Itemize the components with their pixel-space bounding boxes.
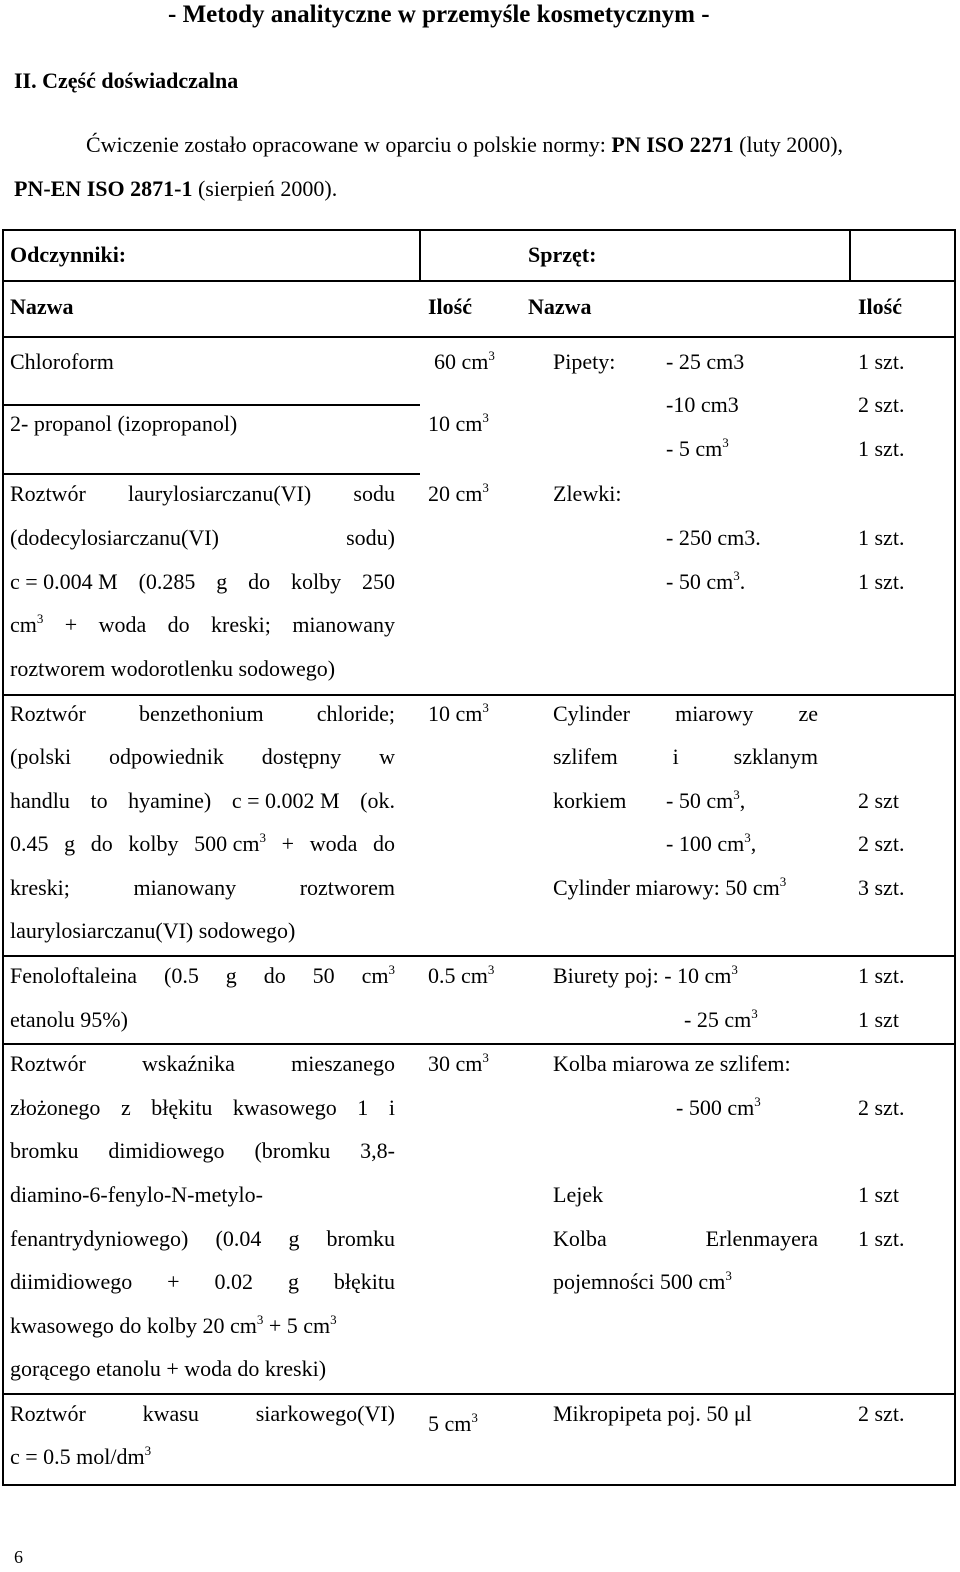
equipment-quantity: 1 szt.	[858, 569, 905, 594]
equipment-funnel: Lejek	[553, 1182, 604, 1207]
reagent-quantity: 5 $cm^3$	[428, 1410, 478, 1436]
equipment-quantity: 1 szt.	[858, 525, 905, 550]
col-header-name-equipment: Nazwa	[528, 294, 592, 319]
equipment-sub: - 25 cm3	[666, 349, 745, 374]
intro-paragraph: Ćwiczenie zostało opracowane w oparciu o polskie normy: PN ISO 2271 (luty 2000),	[86, 132, 844, 157]
reagent-quantity: 0.5 $cm^3$	[428, 962, 495, 988]
page-header-title: - Metody analityczne w przemyśle kosmetycznym -	[168, 1, 710, 28]
equipment-quantity: 1 szt	[858, 1182, 899, 1207]
reagent-quantity: 30 $cm^3$	[428, 1050, 489, 1076]
equipment-header: Sprzęt:	[528, 242, 597, 267]
col-header-quantity-equipment: Ilość	[858, 294, 902, 319]
equipment-cylinder-50: Cylinder miarowy: 50 $cm^3$	[553, 874, 787, 900]
reagent-quantity: 60 $cm^3$	[434, 348, 495, 374]
reagent-benzethonium-chloride: Roztwór benzethonium chloride;	[10, 701, 395, 726]
equipment-sub: - 5 $cm^3$	[666, 435, 729, 461]
equipment-sub: - 500 $cm^3$	[676, 1094, 761, 1120]
equipment-quantity: 1 szt	[858, 1007, 899, 1032]
reagent-mixed-indicator: Roztwór wskaźnika mieszanego	[10, 1051, 395, 1076]
equipment-quantity: 2 szt.	[858, 831, 905, 856]
equipment-sub: - 250 cm3.	[666, 525, 761, 550]
equipment-quantity: 2 szt.	[858, 1095, 905, 1120]
equipment-quantity: 1 szt.	[858, 349, 905, 374]
equipment-burettes: Biurety poj: - 10 $cm^3$	[553, 962, 738, 988]
equipment-quantity: 1 szt.	[858, 963, 905, 988]
equipment-erlenmeyer-flask: Kolba Erlenmayera	[553, 1226, 818, 1251]
col-header-name: Nazwa	[10, 294, 74, 319]
reagent-chloroform: Chloroform	[10, 349, 114, 374]
equipment-sub: -10 cm3	[666, 392, 739, 417]
norm-2: PN-EN ISO 2871-1	[14, 176, 193, 201]
equipment-quantity: 2 szt.	[858, 392, 905, 417]
equipment-graduated-cylinder: Cylinder miarowy ze	[553, 701, 818, 726]
reagent-quantity: 10 $cm^3$	[428, 410, 489, 436]
equipment-beakers: Zlewki:	[553, 481, 622, 506]
equipment-sub: - 100 $cm^3$,	[666, 830, 757, 856]
equipment-quantity: 3 szt.	[858, 875, 905, 900]
reagents-header: Odczynniki:	[10, 242, 127, 267]
equipment-quantity: 2 szt	[858, 788, 899, 813]
page-number: 6	[14, 1547, 23, 1567]
section-title: II. Część doświadczalna	[14, 68, 239, 93]
reagent-phenolphthalein: Fenoloftaleina (0.5 g do 50 $cm^3$	[10, 962, 395, 988]
equipment-sub: - 50 $cm^3$,	[666, 787, 746, 813]
equipment-micropipette: Mikropipeta poj. 50 μl	[553, 1401, 752, 1426]
reagent-sulfuric-acid: Roztwór kwasu siarkowego(VI)	[10, 1401, 395, 1426]
norm-1: PN ISO 2271	[611, 132, 734, 157]
equipment-sub: - 25 $cm^3$	[684, 1006, 758, 1032]
col-header-quantity: Ilość	[428, 294, 472, 319]
equipment-quantity: 1 szt.	[858, 1226, 905, 1251]
reagent-propanol: 2- propanol (izopropanol)	[10, 411, 238, 436]
intro-paragraph-line2: PN-EN ISO 2871-1 (sierpień 2000).	[14, 176, 338, 201]
equipment-quantity: 2 szt.	[858, 1401, 905, 1426]
reagent-quantity: 10 $cm^3$	[428, 700, 489, 726]
equipment-volumetric-flask: Kolba miarowa ze szlifem:	[553, 1051, 791, 1076]
equipment-sub: - 50 $cm^3$.	[666, 568, 746, 594]
reagent-sodium-lauryl-sulfate: Roztwór laurylosiarczanu(VI) sodu	[10, 481, 395, 506]
equipment-quantity: 1 szt.	[858, 436, 905, 461]
reagent-quantity: 20 $cm^3$	[428, 480, 489, 506]
equipment-pipettes: Pipety:	[553, 349, 616, 374]
